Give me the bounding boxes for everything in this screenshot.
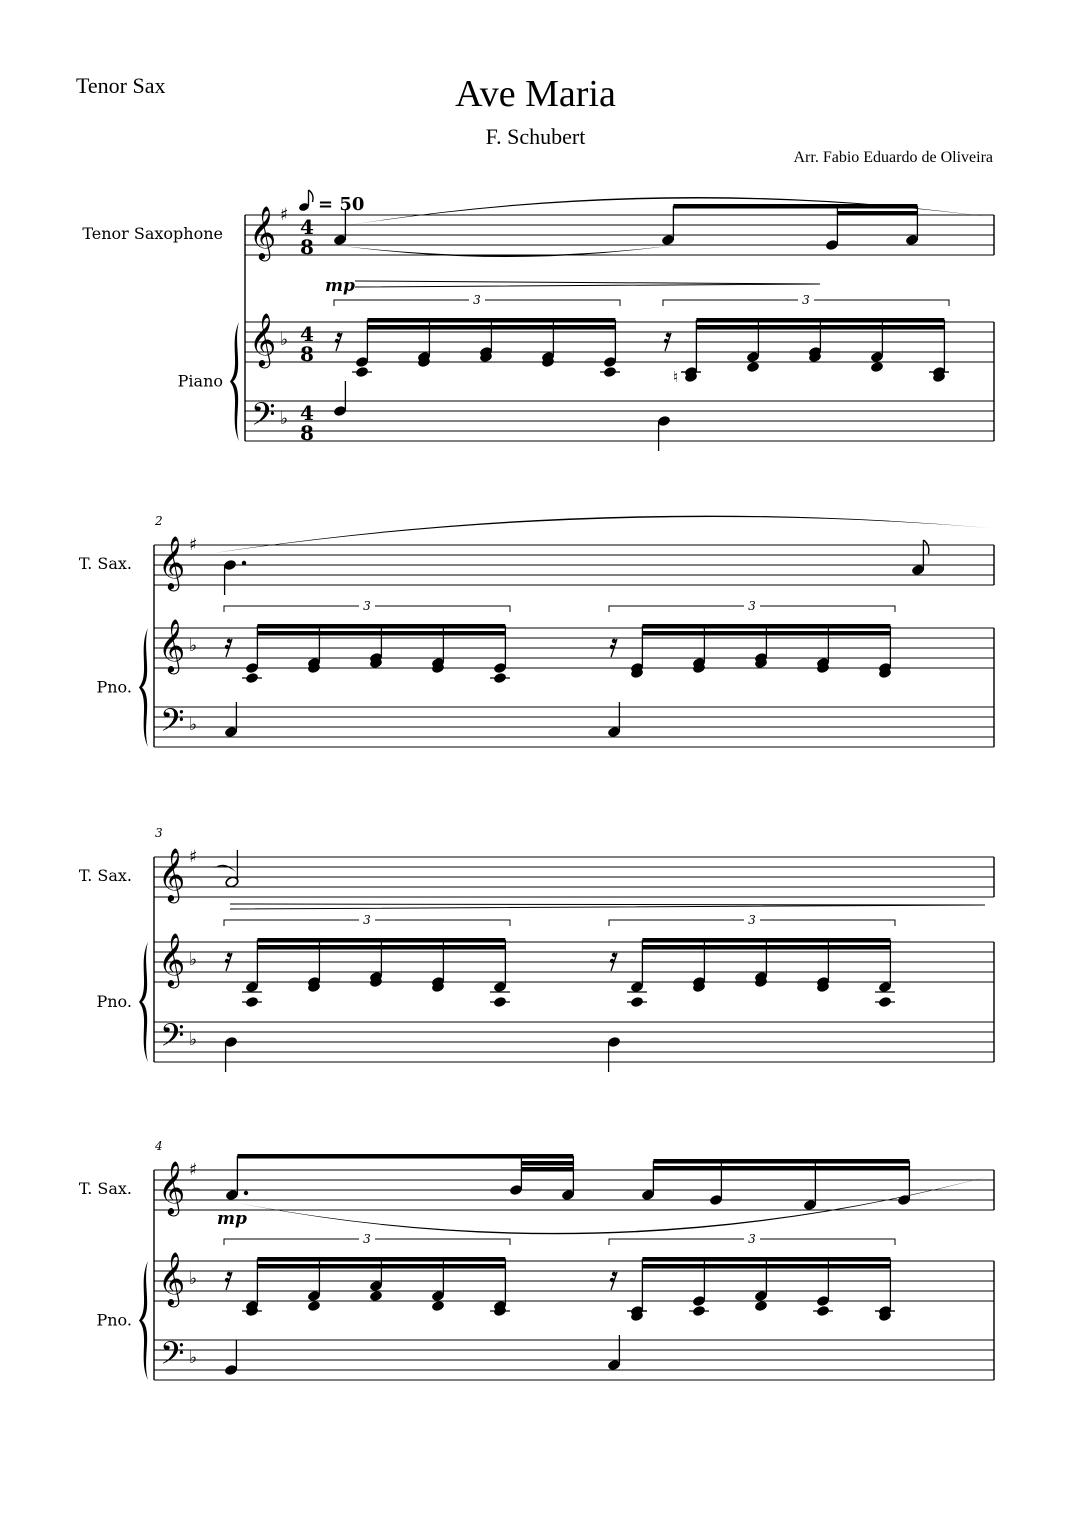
note-head xyxy=(870,361,884,373)
slur xyxy=(238,1176,990,1234)
flat-icon: ♭ xyxy=(280,330,289,350)
piano-brace xyxy=(139,628,148,747)
measure-2 xyxy=(214,516,990,739)
flat-icon: ♭ xyxy=(189,1030,198,1050)
instrument-label-piano: Pno. xyxy=(96,1310,132,1330)
beam xyxy=(653,1166,909,1171)
measure-3 xyxy=(214,850,985,1072)
system-3 xyxy=(79,826,994,1062)
tuplet-number: 3 xyxy=(363,1232,371,1246)
flat-icon: ♭ xyxy=(189,636,198,656)
beam xyxy=(367,318,615,323)
treble-clef-icon: 𝄞 xyxy=(158,1160,186,1214)
instrument-label-sax: T. Sax. xyxy=(78,1179,132,1198)
rest-dot xyxy=(337,333,341,337)
piano-brace xyxy=(230,322,239,441)
treble-clef-icon: 𝄞 xyxy=(158,932,186,986)
rest-dot xyxy=(612,1272,616,1276)
tuplet-number: 3 xyxy=(473,293,481,307)
flat-icon: ♭ xyxy=(280,409,289,429)
part-name: Tenor Sax xyxy=(76,73,166,98)
rest-dot xyxy=(610,1278,614,1282)
rest-dot xyxy=(227,1272,231,1276)
bass-clef-icon: 𝄢 xyxy=(160,702,185,746)
flat-icon: ♭ xyxy=(189,950,198,970)
rest-dot xyxy=(335,339,339,343)
bass-clef-icon: 𝄢 xyxy=(160,1335,185,1379)
composer: F. Schubert xyxy=(485,124,586,149)
diminuendo-hairpin xyxy=(230,904,985,909)
time-sig-denominator: 8 xyxy=(300,421,314,445)
instrument-label-sax: Tenor Saxophone xyxy=(82,224,223,243)
rest-dot xyxy=(666,333,670,337)
dynamic-mp: mp xyxy=(217,1209,247,1229)
note-head xyxy=(754,1300,768,1312)
natural-icon: ♮ xyxy=(673,368,679,386)
rest-dot xyxy=(227,639,231,643)
beam xyxy=(521,1167,573,1172)
piano-brace xyxy=(139,1261,148,1380)
beam xyxy=(521,1161,573,1166)
rest-dot xyxy=(610,959,614,963)
beam xyxy=(837,211,917,216)
rest-dot xyxy=(227,953,231,957)
bass-clef-icon: 𝄢 xyxy=(251,396,276,440)
measure-number: 4 xyxy=(155,1139,163,1153)
arranger: Arr. Fabio Eduardo de Oliveira xyxy=(793,149,993,166)
tuplet-number: 3 xyxy=(748,599,756,613)
tuplet-number: 3 xyxy=(363,913,371,927)
rest-dot xyxy=(612,639,616,643)
measure-1 xyxy=(298,190,990,451)
treble-clef-icon: 𝄞 xyxy=(158,618,186,672)
instrument-label-piano: Piano xyxy=(177,371,223,391)
instrument-label-sax: T. Sax. xyxy=(78,866,132,885)
instrument-label-piano: Pno. xyxy=(96,992,132,1011)
rest-dot xyxy=(610,645,614,649)
instrument-label-sax: T. Sax. xyxy=(78,554,132,573)
note-head xyxy=(307,1300,321,1312)
piano-brace xyxy=(139,942,148,1062)
measure-number: 2 xyxy=(155,514,163,528)
beam xyxy=(696,318,944,323)
rest-dot xyxy=(612,953,616,957)
beam xyxy=(257,938,505,943)
treble-clef-icon: 𝄞 xyxy=(158,847,186,901)
slur xyxy=(214,865,236,872)
note-head xyxy=(746,361,760,373)
measure-number: 3 xyxy=(155,826,163,840)
beam xyxy=(673,204,917,209)
rest-dot xyxy=(225,645,229,649)
tuplet-number: 3 xyxy=(748,1232,756,1246)
system-2 xyxy=(79,514,994,747)
flat-icon: ♭ xyxy=(189,715,198,735)
instrument-label-piano: Pno. xyxy=(96,677,132,697)
treble-clef-icon: 𝄞 xyxy=(249,205,277,259)
slur xyxy=(214,516,990,553)
beam xyxy=(696,325,944,330)
flat-icon: ♭ xyxy=(189,1269,198,1289)
tempo-text: = 50 xyxy=(318,194,365,215)
measure-4 xyxy=(217,1154,990,1376)
beam xyxy=(642,1257,890,1262)
flag xyxy=(923,540,928,554)
sharp-icon: ♯ xyxy=(189,847,198,867)
beam xyxy=(642,631,890,636)
flat-icon: ♭ xyxy=(189,1348,198,1368)
dot xyxy=(244,1191,248,1195)
rest-dot xyxy=(225,1278,229,1282)
beam xyxy=(257,945,505,950)
treble-clef-icon: 𝄞 xyxy=(158,535,186,589)
time-sig-numerator: 4 xyxy=(300,322,314,346)
note-head xyxy=(431,1300,445,1312)
time-sig-numerator: 4 xyxy=(300,401,314,425)
beam xyxy=(257,1257,505,1262)
beam xyxy=(642,945,890,950)
beam xyxy=(257,624,505,629)
sharp-icon: ♯ xyxy=(189,1160,198,1180)
treble-clef-icon: 𝄞 xyxy=(249,312,277,366)
beam xyxy=(257,631,505,636)
time-sig-numerator: 4 xyxy=(300,215,314,239)
dot xyxy=(242,561,246,565)
time-sig-denominator: 8 xyxy=(300,342,314,366)
diminuendo-hairpin xyxy=(355,281,820,287)
beam xyxy=(257,1264,505,1269)
time-sig-denominator: 8 xyxy=(300,235,314,259)
tuplet-number: 3 xyxy=(802,293,810,307)
bass-clef-icon: 𝄢 xyxy=(160,1017,185,1061)
treble-clef-icon: 𝄞 xyxy=(158,1251,186,1305)
rest-dot xyxy=(664,339,668,343)
tuplet-number: 3 xyxy=(363,599,371,613)
note-head xyxy=(369,1290,383,1302)
rest-dot xyxy=(225,959,229,963)
beam xyxy=(367,325,615,330)
sharp-icon: ♯ xyxy=(189,535,198,555)
page-title: Ave Maria xyxy=(455,73,616,115)
tuplet-number: 3 xyxy=(748,913,756,927)
beam xyxy=(642,1264,890,1269)
tempo-flag xyxy=(309,190,314,202)
beam xyxy=(653,1159,909,1164)
beam xyxy=(642,624,890,629)
dynamic-mp: mp xyxy=(325,276,355,296)
sharp-icon: ♯ xyxy=(280,205,289,225)
beam xyxy=(642,938,890,943)
beam xyxy=(237,1154,573,1159)
